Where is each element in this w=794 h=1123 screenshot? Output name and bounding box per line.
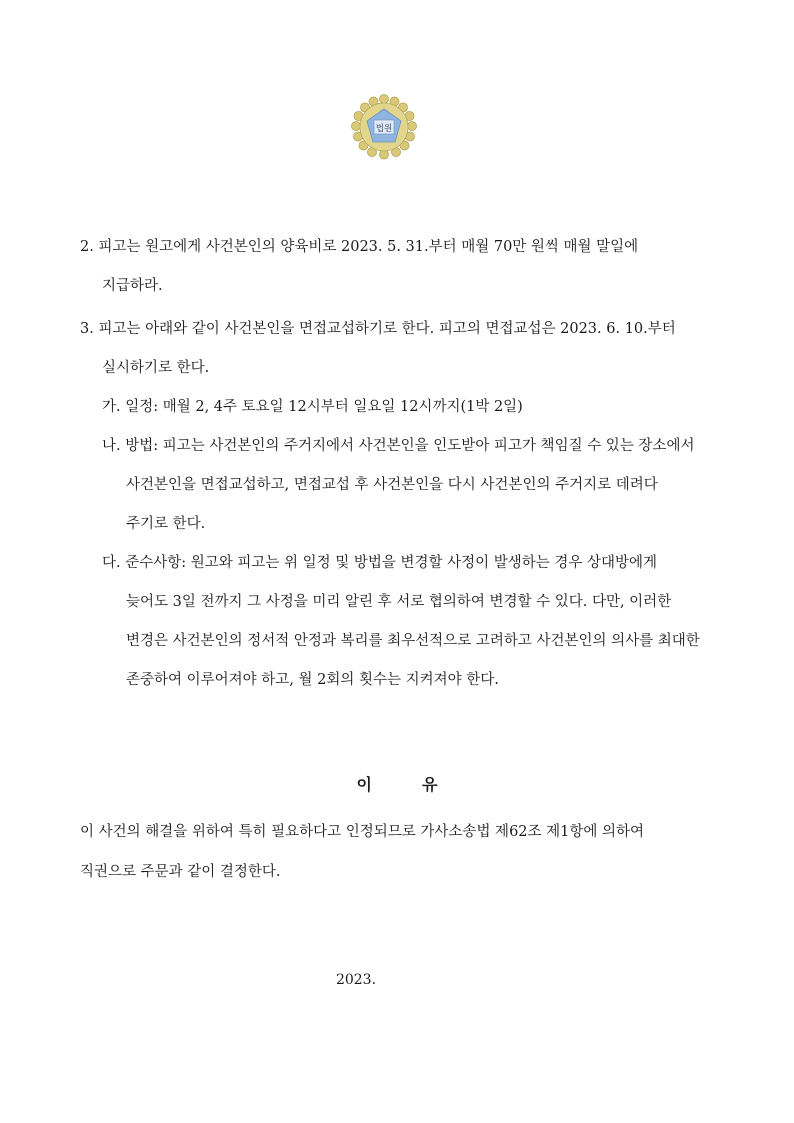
visitation-schedule: 가. 일정: 매월 2, 4주 토요일 12시부터 일요일 12시까지(1박 2일) xyxy=(102,399,523,415)
decision-date: 2023. xyxy=(335,972,377,988)
visitation-method: 나. 방법: 피고는 사건본인의 주거지에서 사건본인을 인도받아 피고가 책임질 수 있는 장소에서 사건본인을 면접교섭하고, 면접교섭 후 사건본인을 다시 사건본인의 주거지로 데려다 주기로 한다. xyxy=(102,438,695,532)
visitation-rules: 다. 준수사항: 원고와 피고는 위 일정 및 방법을 변경할 사정이 발생하는 경우 상대방에게 늦어도 3일 전까지 그 사정을 미리 알린 후 서로 협의하여 변경할 수 있다. 다만, 이러한 변경은 사건본인의 정서적 안정과 복리를 최우선적으로 고려하고 사건본인의 의사를 최대한 존중하여 이루어져야 하고, 월 2회의 횟수는 지켜져야 한다. xyxy=(102,555,700,688)
order-content xyxy=(80,228,700,700)
order-item-2: 2. 피고는 원고에게 사건본인의 양육비로 2023. 5. 31.부터 매월 70만 원씩 매월 말일에 지급하라. xyxy=(80,239,639,294)
court-seal-icon xyxy=(347,92,421,166)
reason-body: 이 사건의 해결을 위하여 특히 필요하다고 인정되므로 가사소송법 제62조 제1항에 의하여 직권으로 주문과 같이 결정한다. xyxy=(80,824,645,880)
seal-text: 법원 xyxy=(375,124,393,134)
reason-heading xyxy=(0,772,794,795)
order-item-3: 3. 피고는 아래와 같이 사건본인을 면접교섭하기로 한다. 피고의 면접교섭은 2023. 6. 10.부터 실시하기로 한다. xyxy=(80,321,676,376)
reason-heading-left: 이 xyxy=(356,775,372,794)
reason-heading-right: 유 xyxy=(422,775,438,794)
